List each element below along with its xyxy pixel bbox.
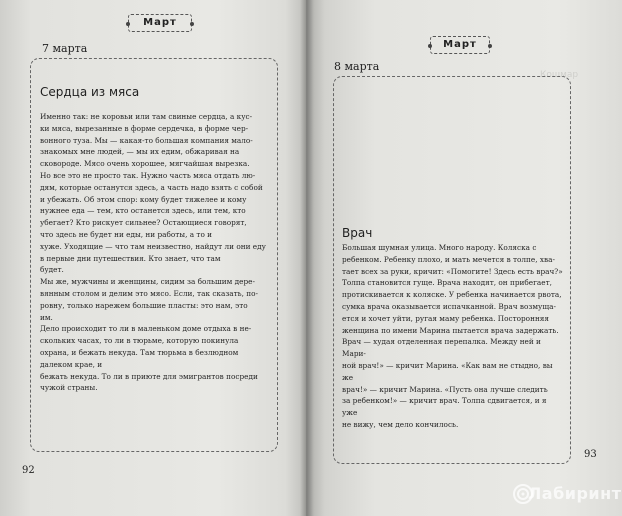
- left-body-text: Именно так: не коровьи или там свиные сердца, а кус- ки мяса, вырезанные в форме сердечка, в форме чер- вонного туза. Мы — какая-то большая компания мало- знакомых мне людей, — мы их едим, обжаривая на сковороде. Мясо очень хорошее, мягчайшая вырезка. Но все это не просто так. Нужно часть мяса отдать лю- дям, которые останутся здесь, а часть надо взять с собой и убежать. Об этом спор: кому будет тяжелее и кому нужнее еда — тем, кто останется здесь, или тем, кто убегает? Кто рискует сильнее? Остающиеся говорят, что здесь не будет ни еды, ни работы, а то и хуже. Уходящие — что там неизвестно, найдут ли они еду в первые дни путешествия. Кто знает, что там будет. Мы же, мужчины и женщины, сидим за большим дере- вянным столом и делим это мясо. Если, так сказать, по- ровну, только нарежем большие пласты: это нам, это им. Дело происходит то ли в маленьком доме отдыха в не- скольких часах, то ли в тюрьме, которую покинула охрана, и бежать некуда. Там тюрьма в безлюдном далеком крае, и бежать некуда. То ли в приюте для эмигрантов посреди чужой страны.: [40, 112, 266, 393]
- left-month-tag: Март: [128, 14, 192, 32]
- left-date: 7 марта: [42, 42, 88, 55]
- right-date: 8 марта: [334, 60, 380, 73]
- labyrinth-watermark: Лабиринт: [528, 484, 622, 503]
- left-section-title: Сердца из мяса: [40, 85, 140, 99]
- right-page: [306, 0, 622, 516]
- book-gutter: [300, 0, 314, 516]
- right-section-title: Врач: [342, 226, 373, 240]
- right-page-number: 93: [584, 449, 597, 460]
- right-body-text: Большая шумная улица. Много народу. Коляска с ребенком. Ребенку плохо, и мать мечется в толпе, хва- тает всех за руки, кричит: «Помогите! Здесь есть врач?» Толпа становится гуще. Врача находят, он прибегает, протискивается к коляске. У ребенка начинается рвота, сумка врача оказывается испачканной. Врач возмуща- ется и хочет уйти, ругая маму ребенка. Посторонняя женщина по имени Марина пытается врача задержать. Врач — худая отделенная перепалка. Между ней и Мари- ной врач!» — кричит Марина. «Как вам не стыдно, вы же врач!» — кричит Марина. «Пусть она лучше следить за ребенком!» — кричит врач. Толпа сдвигается, и я уже не вижу, чем дело кончилось.: [342, 243, 563, 429]
- right-header-ghost: Кошмар: [540, 70, 579, 80]
- left-page: [0, 0, 310, 516]
- right-month-tag: Март: [430, 36, 490, 54]
- left-page-number: 92: [22, 465, 35, 476]
